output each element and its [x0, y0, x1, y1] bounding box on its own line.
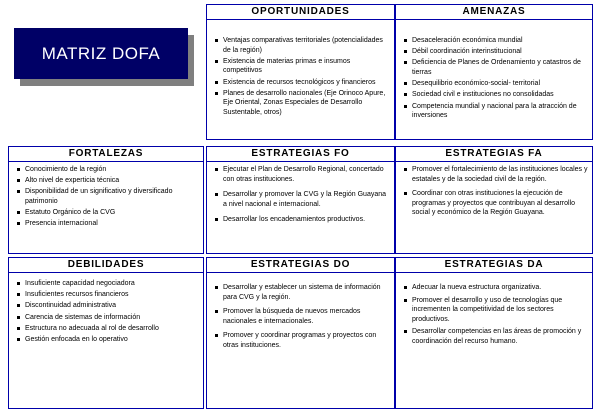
list-item: Disponibilidad de un significativo y diversificado patrimonio	[15, 187, 199, 206]
list-item: Promover el desarrollo y uso de tecnologías que incrementen la competitividad de los sectores productivos.	[402, 296, 588, 325]
list-item: Desarrollar los encadenamientos productivos.	[213, 215, 390, 225]
list-item: Insuficiente capacidad negociadora	[15, 279, 199, 289]
list-item: Estatuto Orgánico de la CVG	[15, 208, 199, 218]
debilidades-box	[8, 257, 204, 409]
list-item: Discontinuidad administrativa	[15, 301, 199, 311]
amenazas-list	[402, 36, 588, 121]
amenazas-header: AMENAZAS	[396, 5, 592, 20]
estrategias-fo-box	[206, 146, 395, 254]
list-item: Planes de desarrollo nacionales (Eje Orinoco Apure, Eje Oriental, Zonas Especiales de Desarrollo Sustentable, otros)	[213, 89, 390, 118]
fortalezas-header: FORTALEZAS	[9, 147, 203, 162]
fortalezas-list	[15, 165, 199, 229]
debilidades-header: DEBILIDADES	[9, 258, 203, 273]
list-item: Desarrollar y establecer un sistema de información para CVG y la región.	[213, 283, 390, 302]
estrategias-do-box	[206, 257, 395, 409]
fortalezas-box	[8, 146, 204, 254]
estrategias-fo-header: ESTRATEGIAS FO	[207, 147, 394, 162]
list-item: Gestión enfocada en lo operativo	[15, 335, 199, 345]
list-item: Existencia de materias primas e insumos competitivos	[213, 57, 390, 76]
list-item: Promover y coordinar programas y proyectos con otras instituciones.	[213, 331, 390, 350]
estrategias-da-list	[402, 283, 588, 347]
debilidades-list	[15, 279, 199, 345]
list-item: Deficiencia de Planes de Ordenamiento y catastros de tierras	[402, 58, 588, 77]
list-item: Desarrollar y promover la CVG y la Región Guayana a nivel nacional e internacional.	[213, 190, 390, 209]
oportunidades-box	[206, 4, 395, 140]
estrategias-fa-box	[395, 146, 593, 254]
list-item: Presencia internacional	[15, 219, 199, 229]
list-item: Estructura no adecuada al rol de desarrollo	[15, 324, 199, 334]
list-item: Desaceleración económica mundial	[402, 36, 588, 46]
list-item: Sociedad civil e instituciones no consolidadas	[402, 90, 588, 100]
list-item: Alto nivel de experticia técnica	[15, 176, 199, 186]
estrategias-fa-list	[402, 165, 588, 218]
estrategias-da-box	[395, 257, 593, 409]
list-item: Carencia de sistemas de información	[15, 313, 199, 323]
estrategias-do-list	[213, 283, 390, 351]
list-item: Ventajas comparativas territoriales (potencialidades de la región)	[213, 36, 390, 55]
list-item: Insuficientes recursos financieros	[15, 290, 199, 300]
matrix-title: MATRIZ DOFA	[14, 28, 188, 79]
list-item: Coordinar con otras instituciones la ejecución de programas y proyectos que contribuyan al desarrollo social y económico de la Región Guayana.	[402, 189, 588, 218]
oportunidades-list	[213, 36, 390, 118]
list-item: Competencia mundial y nacional para la atracción de inversiones	[402, 102, 588, 121]
estrategias-do-header: ESTRATEGIAS DO	[207, 258, 394, 273]
list-item: Ejecutar el Plan de Desarrollo Regional, concertado con otras instituciones.	[213, 165, 390, 184]
estrategias-da-header: ESTRATEGIAS DA	[396, 258, 592, 273]
estrategias-fo-list	[213, 165, 390, 225]
title-block	[14, 28, 195, 87]
oportunidades-header: OPORTUNIDADES	[207, 5, 394, 20]
amenazas-box	[395, 4, 593, 140]
list-item: Desarrollar competencias en las áreas de promoción y coordinación del recurso humano.	[402, 327, 588, 346]
list-item: Promover el fortalecimiento de las instituciones locales y estatales y de la sociedad civil de la región.	[402, 165, 588, 184]
list-item: Conocimiento de la región	[15, 165, 199, 175]
list-item: Desequilibrio económico-social- territorial	[402, 79, 588, 89]
estrategias-fa-header: ESTRATEGIAS FA	[396, 147, 592, 162]
list-item: Adecuar la nueva estructura organizativa.	[402, 283, 588, 293]
list-item: Promover la búsqueda de nuevos mercados nacionales e internacionales.	[213, 307, 390, 326]
list-item: Existencia de recursos tecnológicos y financieros	[213, 78, 390, 88]
list-item: Débil coordinación interinstitucional	[402, 47, 588, 57]
